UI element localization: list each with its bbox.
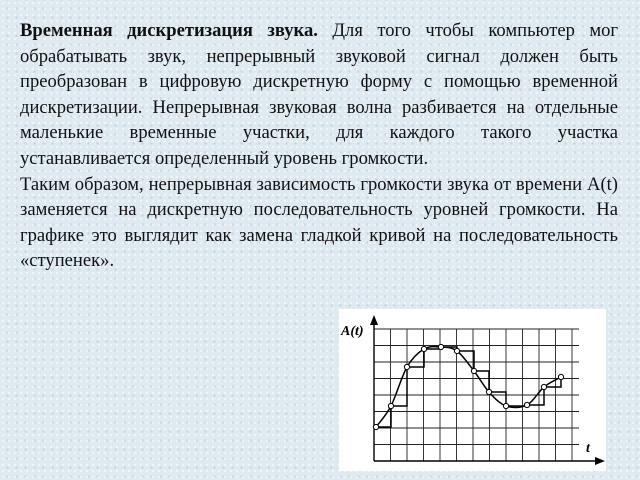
sample-point bbox=[454, 348, 459, 353]
sample-point bbox=[524, 402, 529, 407]
sampling-graph-svg bbox=[339, 309, 606, 471]
sample-point bbox=[503, 403, 508, 408]
sample-point bbox=[438, 344, 443, 349]
paragraph-1-text: Для того чтобы компьютер мог обрабатывать звук, непрерывный звуковой сигнал должен быть преобразован в цифровую дискретную форму с помощью временной дискретизации. Непрерывная звуковая волна разбивается на отдельные маленькие временные участки, для каждого такого участка устанавливается определенный уровень громкости. bbox=[20, 20, 619, 169]
text-block bbox=[20, 18, 618, 274]
grid bbox=[374, 329, 579, 461]
sample-point bbox=[421, 346, 426, 351]
sample-point bbox=[558, 374, 563, 379]
sample-point bbox=[373, 424, 378, 429]
sample-point bbox=[388, 403, 393, 408]
x-axis-label: t bbox=[586, 441, 590, 456]
sample-point bbox=[541, 384, 546, 389]
sample-point bbox=[471, 368, 476, 373]
sampled-steps bbox=[376, 347, 561, 427]
continuous-signal-curve bbox=[376, 347, 561, 427]
y-axis-arrow bbox=[370, 315, 378, 325]
sample-point bbox=[404, 364, 409, 369]
sampling-graph bbox=[339, 309, 606, 471]
sample-point bbox=[486, 389, 491, 394]
sample-points bbox=[373, 344, 563, 429]
paragraph-1 bbox=[20, 18, 618, 172]
x-axis-arrow bbox=[595, 457, 605, 465]
paragraph-2: Таким образом, непрерывная зависимость громкости звука от времени A(t) заменяется на дискретную последовательность уровней громкости. На графике это выглядит как замена гладкой кривой на последовательность «ступенек». bbox=[20, 173, 618, 272]
y-axis-label: A(t) bbox=[341, 324, 364, 339]
heading: Временная дискретизация звука. bbox=[20, 20, 318, 41]
